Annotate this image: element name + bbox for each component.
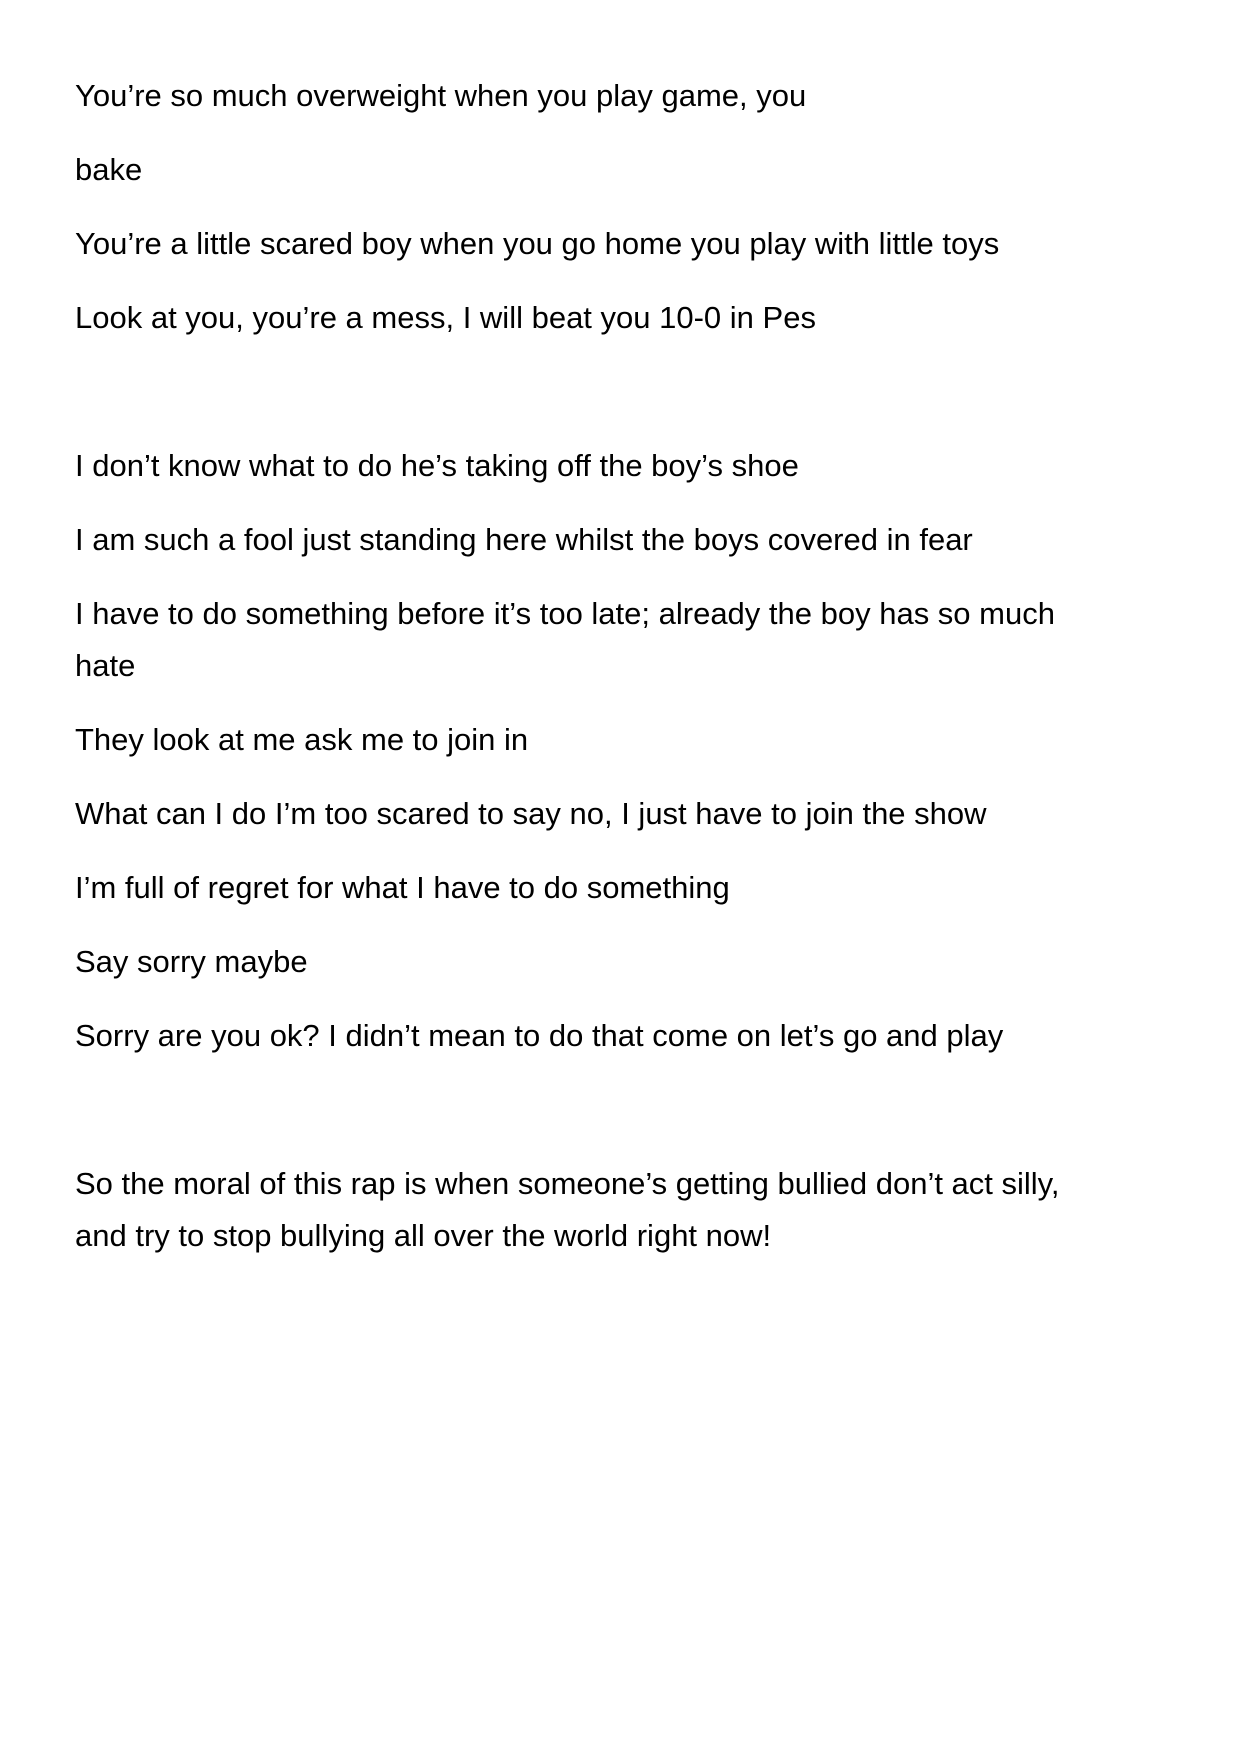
- poem-line: You’re a little scared boy when you go home you play with little toys: [75, 226, 1000, 261]
- poem-line: They look at me ask me to join in: [75, 722, 529, 757]
- poem-line: Sorry are you ok? I didn’t mean to do that come on let’s go and play: [75, 1018, 1004, 1053]
- poem-line: I don’t know what to do he’s taking off the boy’s shoe: [75, 448, 799, 483]
- poem-line: I have to do something before it’s too late; already the boy has so much hate: [75, 596, 1064, 683]
- stanza-2: [75, 440, 1155, 1062]
- stanza-spacer: [75, 1084, 1155, 1158]
- stanza-spacer: [75, 366, 1155, 440]
- poem-line: I am such a fool just standing here whilst the boys covered in fear: [75, 522, 973, 557]
- poem-line: You’re so much overweight when you play game, you: [75, 78, 807, 113]
- poem-line: Say sorry maybe: [75, 944, 308, 979]
- poem-line: I’m full of regret for what I have to do something: [75, 870, 730, 905]
- poem-line: Look at you, you’re a mess, I will beat you 10-0 in Pes: [75, 300, 816, 335]
- poem-body: [75, 70, 1155, 1284]
- poem-line: What can I do I’m too scared to say no, I just have to join the show: [75, 796, 987, 831]
- poem-line: bake: [75, 152, 143, 187]
- moral-paragraph: So the moral of this rap is when someone’s getting bullied don’t act silly, and try to stop bullying all over the world right now!: [75, 1166, 1069, 1253]
- stanza-1: [75, 70, 1155, 344]
